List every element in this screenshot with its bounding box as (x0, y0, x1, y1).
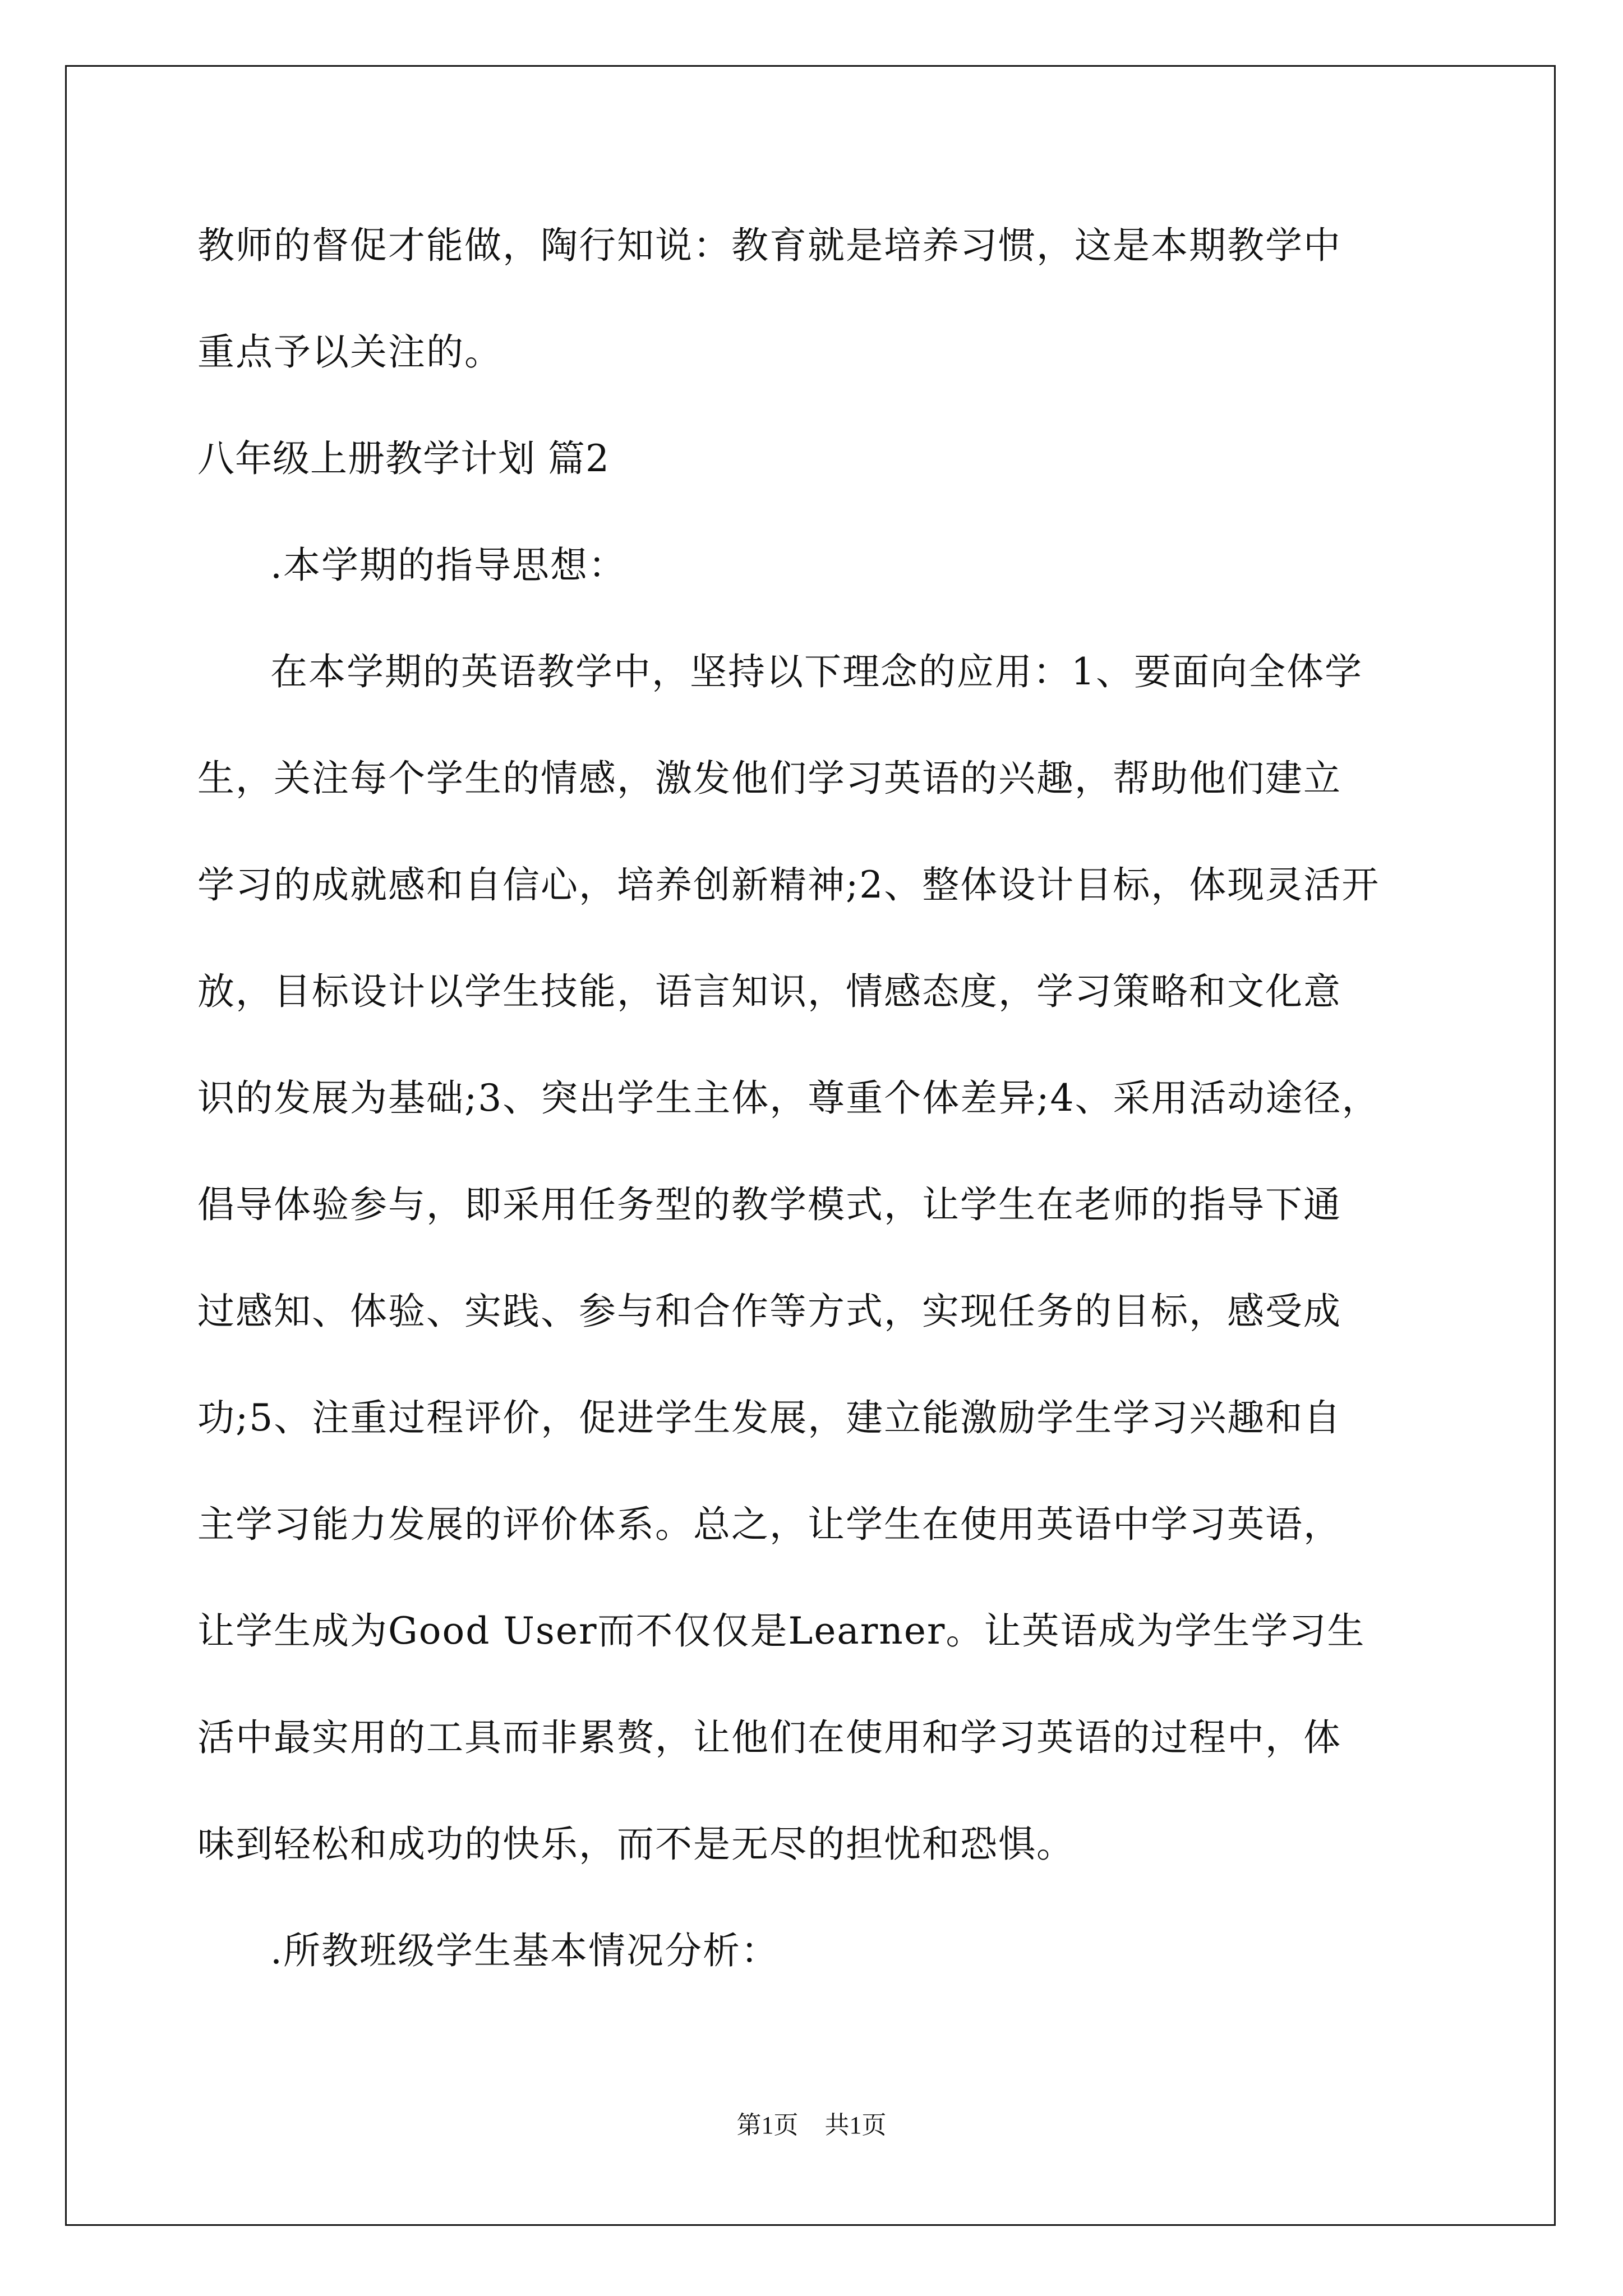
page-total: 共1页 (824, 2111, 887, 2139)
paragraph-line-4: 放，目标设计以学生技能，语言知识，情感态度，学习策略和文化意 (197, 970, 1341, 1013)
section-heading: 八年级上册教学计划 篇2 (197, 437, 610, 480)
paragraph-line-2: 生，关注每个学生的情感，激发他们学习英语的兴趣，帮助他们建立 (197, 757, 1341, 800)
paragraph-line-5: 识的发展为基础;3、突出学生主体，尊重个体差异;4、采用活动途径， (197, 1076, 1380, 1120)
text-line-1: 教师的督促才能做，陶行知说：教育就是培养习惯，这是本期教学中 (197, 224, 1341, 267)
page-number: 第1页 (736, 2111, 799, 2139)
paragraph-line-10: 让学生成为Good User而不仅仅是Learner。让英语成为学生学习生 (197, 1609, 1366, 1653)
page-border (65, 65, 1556, 2226)
paragraph-line-8: 功;5、注重过程评价，促进学生发展，建立能激励学生学习兴趣和自 (197, 1396, 1342, 1439)
paragraph-line-12: 味到轻松和成功的快乐，而不是无尽的担忧和恐惧。 (197, 1823, 1075, 1866)
paragraph-line-3: 学习的成就感和自信心，培养创新精神;2、整体设计目标，体现灵活开 (197, 863, 1380, 907)
text-line-2: 重点予以关注的。 (197, 330, 502, 374)
subheading-guiding-thought: .本学期的指导思想： (270, 544, 626, 587)
paragraph-line-7: 过感知、体验、实践、参与和合作等方式，实现任务的目标，感受成 (197, 1290, 1341, 1333)
paragraph-line-11: 活中最实用的工具而非累赘，让他们在使用和学习英语的过程中，体 (197, 1716, 1341, 1759)
paragraph-line-9: 主学习能力发展的评价体系。总之，让学生在使用英语中学习英语， (197, 1503, 1341, 1546)
subheading-class-analysis: .所教班级学生基本情况分析： (270, 1929, 779, 1972)
paragraph-line-1: 在本学期的英语教学中，坚持以下理念的应用：1、要面向全体学 (270, 650, 1363, 693)
paragraph-line-6: 倡导体验参与，即采用任务型的教学模式，让学生在老师的指导下通 (197, 1183, 1341, 1226)
page-footer (0, 2105, 1623, 2141)
